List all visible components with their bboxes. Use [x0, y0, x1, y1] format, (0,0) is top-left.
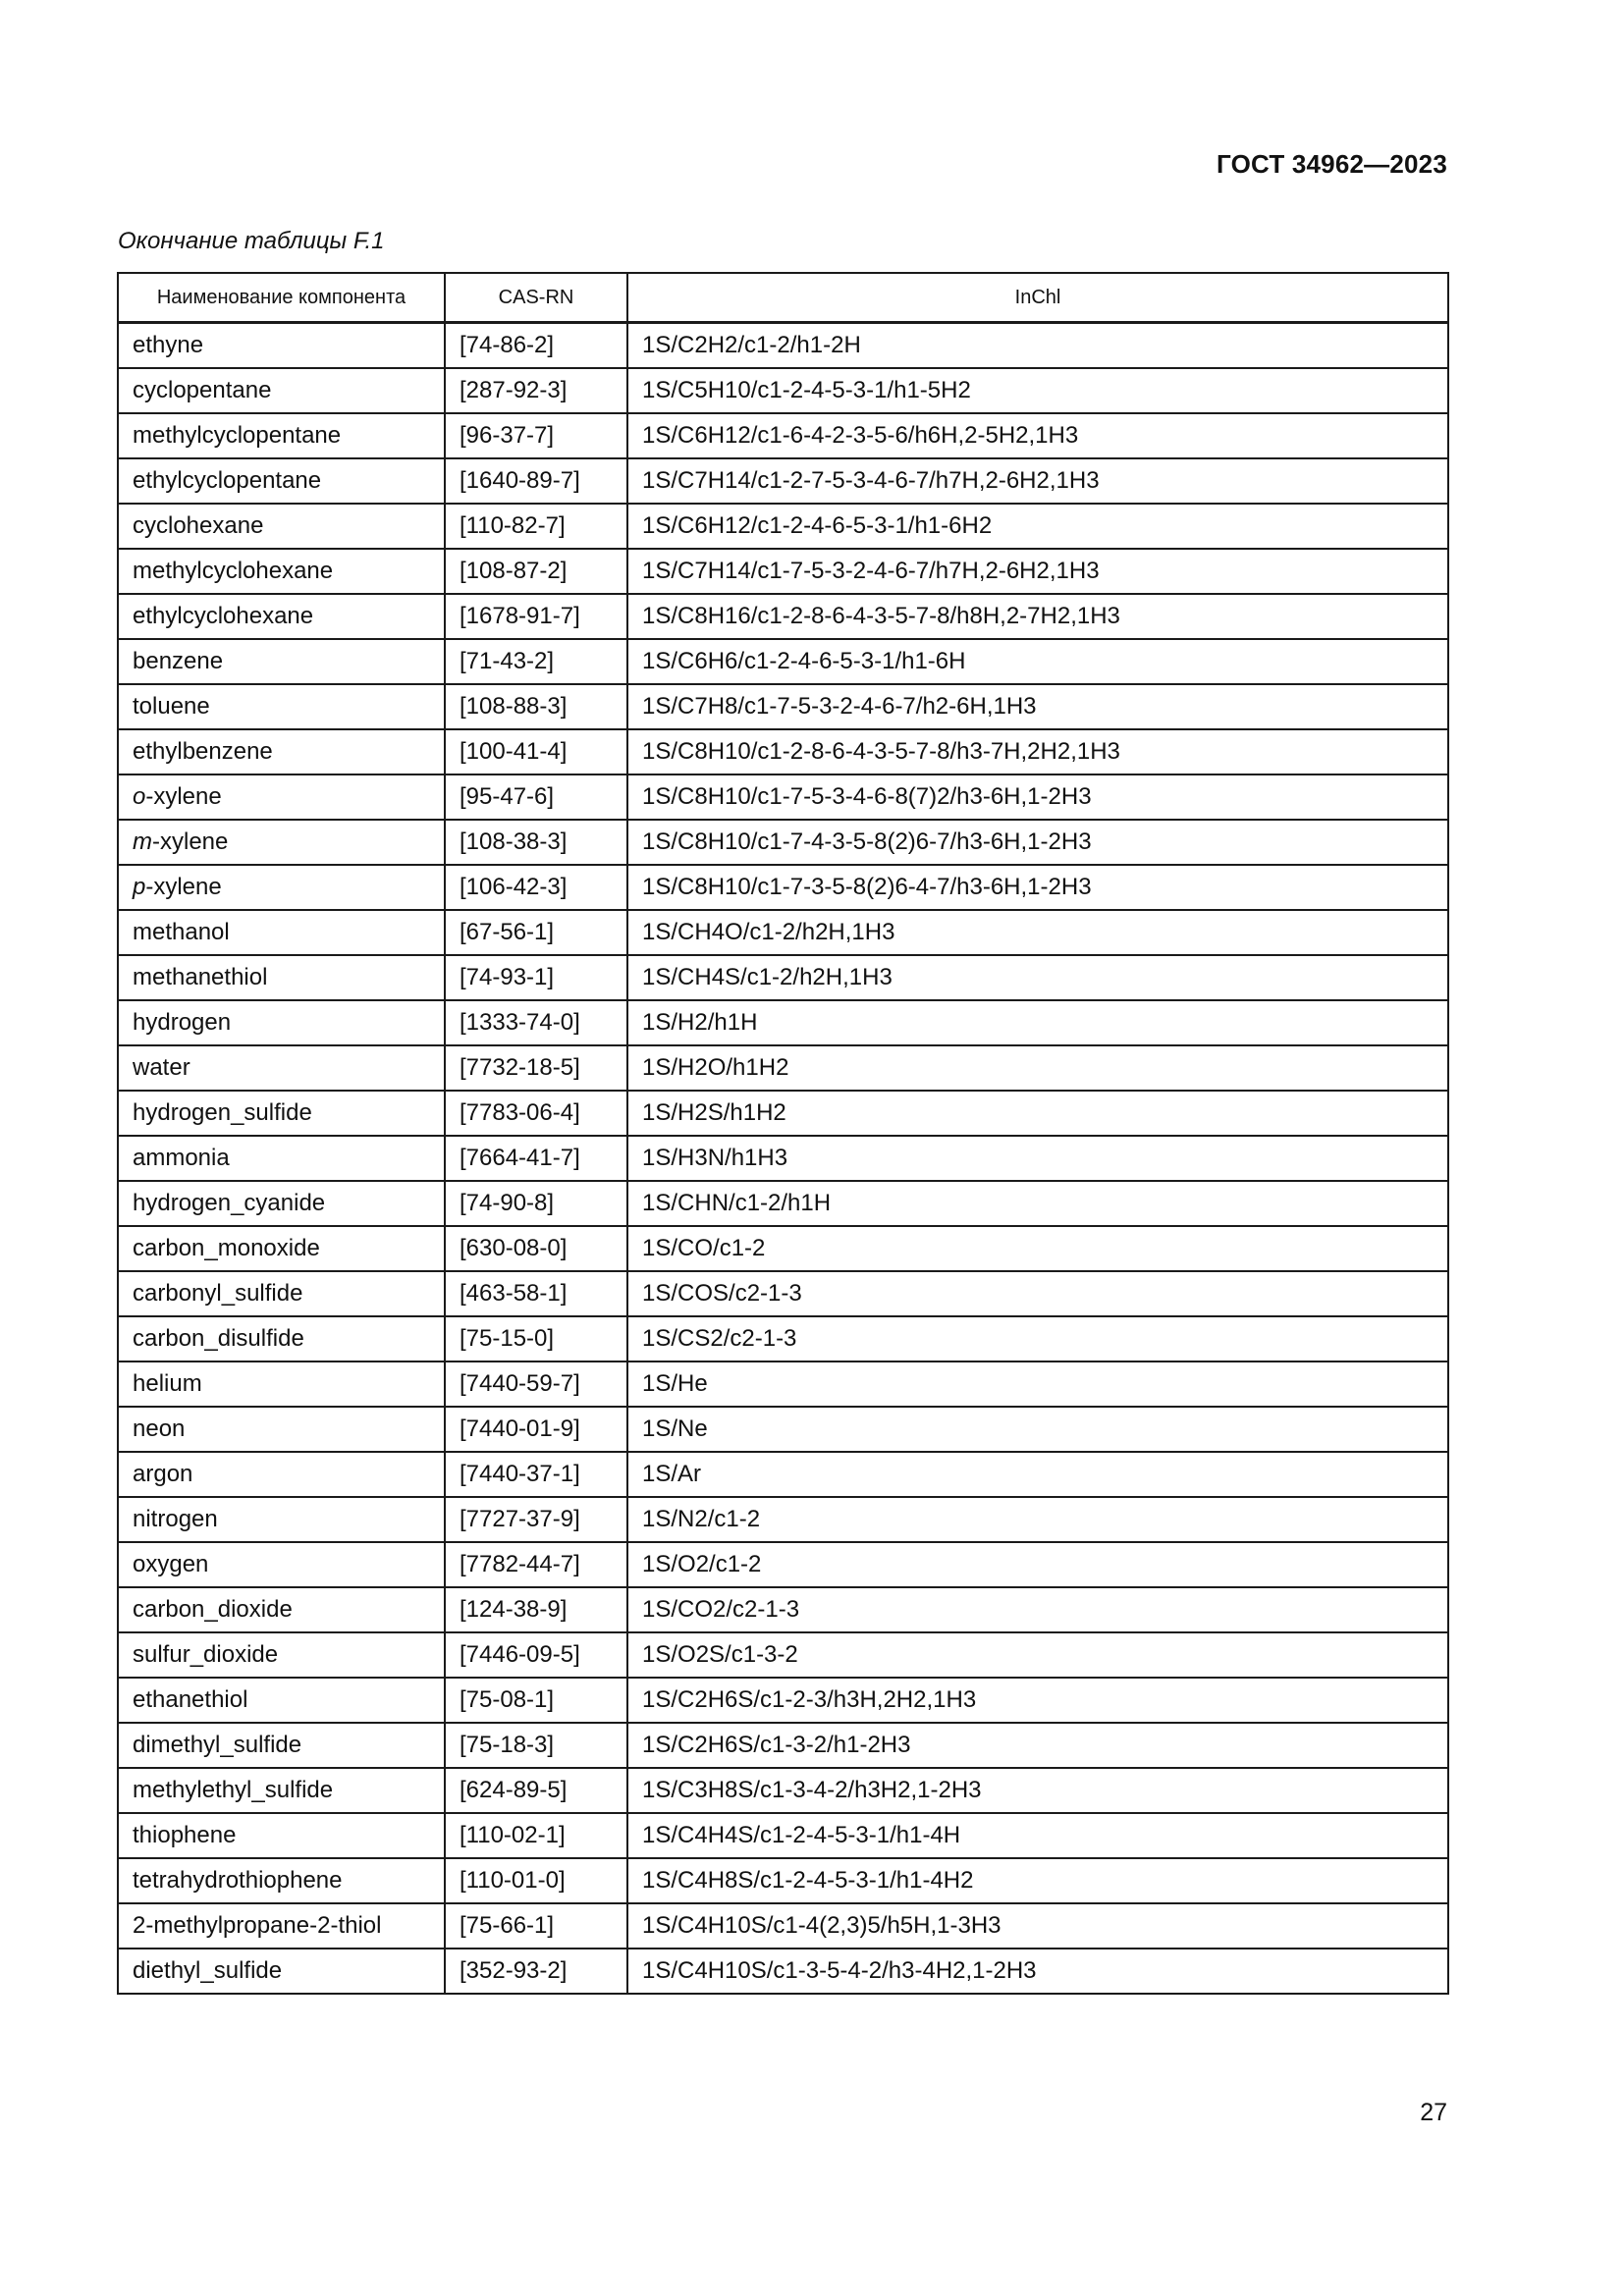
- table-row: [118, 1632, 1448, 1678]
- isomer-prefix: o: [133, 783, 146, 810]
- table-row: [118, 1452, 1448, 1497]
- cas-rn-cell: [100-41-4]: [445, 729, 627, 774]
- inchi-cell: 1S/CO/c1-2: [627, 1226, 1448, 1271]
- cas-rn-cell: [75-15-0]: [445, 1316, 627, 1362]
- inchi-cell: 1S/H3N/h1H3: [627, 1136, 1448, 1181]
- component-name-cell: [118, 1271, 445, 1316]
- component-name: helium: [133, 1370, 202, 1397]
- table-row: [118, 1858, 1448, 1903]
- table-row: [118, 413, 1448, 458]
- table-header-row: [118, 273, 1448, 323]
- isomer-prefix: m: [133, 828, 152, 855]
- component-name-cell: [118, 413, 445, 458]
- component-name-cell: [118, 1903, 445, 1949]
- table-row: [118, 1678, 1448, 1723]
- inchi-cell: 1S/H2S/h1H2: [627, 1091, 1448, 1136]
- component-name-cell: [118, 1181, 445, 1226]
- cas-rn-cell: [110-01-0]: [445, 1858, 627, 1903]
- cas-rn-cell: [106-42-3]: [445, 865, 627, 910]
- table-row: [118, 1723, 1448, 1768]
- table-row: [118, 1091, 1448, 1136]
- component-name-cell: [118, 368, 445, 413]
- cas-rn-cell: [7732-18-5]: [445, 1045, 627, 1091]
- table-row: [118, 1768, 1448, 1813]
- table-row: [118, 1000, 1448, 1045]
- cas-rn-cell: [630-08-0]: [445, 1226, 627, 1271]
- table-row: [118, 458, 1448, 504]
- component-name: dimethyl_sulfide: [133, 1732, 302, 1758]
- component-name-cell: [118, 1723, 445, 1768]
- inchi-cell: 1S/CO2/c2-1-3: [627, 1587, 1448, 1632]
- table-row: [118, 1497, 1448, 1542]
- cas-rn-cell: [74-93-1]: [445, 955, 627, 1000]
- component-name: benzene: [133, 648, 224, 674]
- cas-rn-cell: [75-66-1]: [445, 1903, 627, 1949]
- component-name-cell: [118, 1497, 445, 1542]
- cas-rn-cell: [1640-89-7]: [445, 458, 627, 504]
- component-name-cell: [118, 504, 445, 549]
- component-name-cell: [118, 1452, 445, 1497]
- inchi-cell: 1S/C8H16/c1-2-8-6-4-3-5-7-8/h8H,2-7H2,1H3: [627, 594, 1448, 639]
- isomer-prefix: p: [133, 874, 146, 900]
- component-name-cell: [118, 910, 445, 955]
- table-row: [118, 594, 1448, 639]
- cas-rn-cell: [75-18-3]: [445, 1723, 627, 1768]
- table-row: [118, 1362, 1448, 1407]
- table-row: [118, 1407, 1448, 1452]
- inchi-cell: 1S/C7H14/c1-7-5-3-2-4-6-7/h7H,2-6H2,1H3: [627, 549, 1448, 594]
- cas-rn-cell: [7664-41-7]: [445, 1136, 627, 1181]
- table-row: [118, 504, 1448, 549]
- table-row: [118, 820, 1448, 865]
- component-name-cell: [118, 865, 445, 910]
- component-name-cell: [118, 1000, 445, 1045]
- component-name-cell: [118, 820, 445, 865]
- column-header-cas-rn: CAS-RN: [445, 273, 627, 323]
- component-name: cyclopentane: [133, 377, 272, 403]
- table-row: [118, 1045, 1448, 1091]
- table-row: [118, 639, 1448, 684]
- component-name-cell: [118, 684, 445, 729]
- component-name: hydrogen_sulfide: [133, 1099, 312, 1126]
- component-name: ethyne: [133, 332, 204, 358]
- cas-rn-cell: [7446-09-5]: [445, 1632, 627, 1678]
- component-name: methanethiol: [133, 964, 268, 990]
- table-row: [118, 774, 1448, 820]
- inchi-cell: 1S/C6H12/c1-6-4-2-3-5-6/h6H,2-5H2,1H3: [627, 413, 1448, 458]
- inchi-cell: 1S/Ne: [627, 1407, 1448, 1452]
- component-name: methylethyl_sulfide: [133, 1777, 334, 1803]
- cas-rn-cell: [74-90-8]: [445, 1181, 627, 1226]
- component-name-cell: [118, 1362, 445, 1407]
- component-name-cell: [118, 1768, 445, 1813]
- table-row: [118, 955, 1448, 1000]
- component-name-cell: [118, 1858, 445, 1903]
- cas-rn-cell: [287-92-3]: [445, 368, 627, 413]
- component-name: nitrogen: [133, 1506, 218, 1532]
- component-name-cell: [118, 1316, 445, 1362]
- inchi-cell: 1S/C2H2/c1-2/h1-2H: [627, 323, 1448, 369]
- inchi-cell: 1S/CH4S/c1-2/h2H,1H3: [627, 955, 1448, 1000]
- cas-rn-cell: [110-82-7]: [445, 504, 627, 549]
- inchi-cell: 1S/H2O/h1H2: [627, 1045, 1448, 1091]
- cas-rn-cell: [624-89-5]: [445, 1768, 627, 1813]
- table-row: [118, 549, 1448, 594]
- cas-rn-cell: [7440-59-7]: [445, 1362, 627, 1407]
- table-row: [118, 1542, 1448, 1587]
- table-row: [118, 865, 1448, 910]
- cas-rn-cell: [96-37-7]: [445, 413, 627, 458]
- table-row: [118, 1949, 1448, 1994]
- component-name-cell: [118, 639, 445, 684]
- component-name: neon: [133, 1415, 186, 1442]
- cas-rn-cell: [108-87-2]: [445, 549, 627, 594]
- column-header-inchi: InChl: [627, 273, 1448, 323]
- cas-rn-cell: [7440-01-9]: [445, 1407, 627, 1452]
- cas-rn-cell: [108-88-3]: [445, 684, 627, 729]
- component-name-cell: [118, 1407, 445, 1452]
- table-row: [118, 1136, 1448, 1181]
- inchi-cell: 1S/C7H14/c1-2-7-5-3-4-6-7/h7H,2-6H2,1H3: [627, 458, 1448, 504]
- component-name-cell: [118, 955, 445, 1000]
- column-header-component-name: Наименование компонента: [118, 273, 445, 323]
- inchi-cell: 1S/C8H10/c1-2-8-6-4-3-5-7-8/h3-7H,2H2,1H3: [627, 729, 1448, 774]
- table-row: [118, 1813, 1448, 1858]
- component-name: methylcyclopentane: [133, 422, 342, 449]
- component-name-cell: [118, 729, 445, 774]
- inchi-cell: 1S/C6H6/c1-2-4-6-5-3-1/h1-6H: [627, 639, 1448, 684]
- inchi-cell: 1S/C5H10/c1-2-4-5-3-1/h1-5H2: [627, 368, 1448, 413]
- cas-rn-cell: [7783-06-4]: [445, 1091, 627, 1136]
- table-row: [118, 1271, 1448, 1316]
- inchi-cell: 1S/C3H8S/c1-3-4-2/h3H2,1-2H3: [627, 1768, 1448, 1813]
- component-name: ethylcyclopentane: [133, 467, 322, 494]
- page-number: 27: [1420, 2099, 1447, 2126]
- component-name-cell: [118, 1632, 445, 1678]
- table-row: [118, 368, 1448, 413]
- component-name-cell: [118, 549, 445, 594]
- component-name-cell: [118, 1542, 445, 1587]
- table-row: [118, 323, 1448, 369]
- component-name-cell: [118, 1587, 445, 1632]
- inchi-cell: 1S/C4H4S/c1-2-4-5-3-1/h1-4H: [627, 1813, 1448, 1858]
- component-name-cell: [118, 1136, 445, 1181]
- inchi-cell: 1S/Ar: [627, 1452, 1448, 1497]
- component-name: methylcyclohexane: [133, 558, 334, 584]
- component-name-cell: [118, 1091, 445, 1136]
- component-name: sulfur_dioxide: [133, 1641, 279, 1668]
- standard-identifier: ГОСТ 34962—2023: [1217, 149, 1447, 179]
- component-name-cell: [118, 1813, 445, 1858]
- cas-rn-cell: [463-58-1]: [445, 1271, 627, 1316]
- table-row: [118, 1226, 1448, 1271]
- inchi-cell: 1S/He: [627, 1362, 1448, 1407]
- component-name: hydrogen: [133, 1009, 232, 1036]
- table-row: [118, 1316, 1448, 1362]
- table-row: [118, 910, 1448, 955]
- inchi-cell: 1S/C8H10/c1-7-4-3-5-8(2)6-7/h3-6H,1-2H3: [627, 820, 1448, 865]
- table-row: [118, 1181, 1448, 1226]
- table-row: [118, 1587, 1448, 1632]
- component-name: thiophene: [133, 1822, 237, 1848]
- component-name: -xylene: [145, 783, 222, 810]
- component-name: carbon_disulfide: [133, 1325, 304, 1352]
- component-name: tetrahydrothiophene: [133, 1867, 343, 1894]
- component-name-cell: [118, 594, 445, 639]
- inchi-cell: 1S/O2/c1-2: [627, 1542, 1448, 1587]
- cas-rn-cell: [124-38-9]: [445, 1587, 627, 1632]
- component-name: carbon_dioxide: [133, 1596, 293, 1623]
- component-name: water: [133, 1054, 190, 1081]
- table-row: [118, 1903, 1448, 1949]
- inchi-cell: 1S/H2/h1H: [627, 1000, 1448, 1045]
- cas-rn-cell: [71-43-2]: [445, 639, 627, 684]
- cas-rn-cell: [108-38-3]: [445, 820, 627, 865]
- component-name: carbonyl_sulfide: [133, 1280, 303, 1307]
- inchi-cell: 1S/C4H8S/c1-2-4-5-3-1/h1-4H2: [627, 1858, 1448, 1903]
- table-row: [118, 684, 1448, 729]
- cas-rn-cell: [75-08-1]: [445, 1678, 627, 1723]
- component-name: ethanethiol: [133, 1686, 248, 1713]
- table-row: [118, 729, 1448, 774]
- cas-rn-cell: [95-47-6]: [445, 774, 627, 820]
- inchi-cell: 1S/C8H10/c1-7-3-5-8(2)6-4-7/h3-6H,1-2H3: [627, 865, 1448, 910]
- component-name-cell: [118, 323, 445, 369]
- cas-rn-cell: [1333-74-0]: [445, 1000, 627, 1045]
- component-name-cell: [118, 1949, 445, 1994]
- component-name-cell: [118, 1045, 445, 1091]
- component-name: diethyl_sulfide: [133, 1957, 283, 1984]
- component-name: hydrogen_cyanide: [133, 1190, 326, 1216]
- component-name: carbon_monoxide: [133, 1235, 320, 1261]
- component-name: methanol: [133, 919, 230, 945]
- table-body: [118, 323, 1448, 1995]
- inchi-cell: 1S/CS2/c2-1-3: [627, 1316, 1448, 1362]
- table-caption: Окончание таблицы F.1: [118, 228, 385, 254]
- inchi-cell: 1S/CHN/c1-2/h1H: [627, 1181, 1448, 1226]
- component-name: ammonia: [133, 1145, 230, 1171]
- cas-rn-cell: [352-93-2]: [445, 1949, 627, 1994]
- cas-rn-cell: [7440-37-1]: [445, 1452, 627, 1497]
- inchi-cell: 1S/C4H10S/c1-4(2,3)5/h5H,1-3H3: [627, 1903, 1448, 1949]
- inchi-cell: 1S/O2S/c1-3-2: [627, 1632, 1448, 1678]
- cas-rn-cell: [110-02-1]: [445, 1813, 627, 1858]
- component-name: -xylene: [152, 828, 229, 855]
- inchi-cell: 1S/COS/c2-1-3: [627, 1271, 1448, 1316]
- cas-rn-cell: [67-56-1]: [445, 910, 627, 955]
- cas-rn-cell: [7727-37-9]: [445, 1497, 627, 1542]
- component-name: argon: [133, 1461, 193, 1487]
- cas-rn-cell: [7782-44-7]: [445, 1542, 627, 1587]
- component-name: ethylbenzene: [133, 738, 273, 765]
- cas-rn-cell: [74-86-2]: [445, 323, 627, 369]
- inchi-cell: 1S/C2H6S/c1-3-2/h1-2H3: [627, 1723, 1448, 1768]
- component-name-cell: [118, 1678, 445, 1723]
- component-name: oxygen: [133, 1551, 209, 1577]
- components-table: [117, 272, 1449, 1995]
- component-name: toluene: [133, 693, 210, 720]
- component-name: 2-methylpropane-2-thiol: [133, 1912, 382, 1939]
- component-name-cell: [118, 458, 445, 504]
- component-name-cell: [118, 1226, 445, 1271]
- inchi-cell: 1S/C6H12/c1-2-4-6-5-3-1/h1-6H2: [627, 504, 1448, 549]
- component-name: ethylcyclohexane: [133, 603, 314, 629]
- inchi-cell: 1S/N2/c1-2: [627, 1497, 1448, 1542]
- inchi-cell: 1S/C4H10S/c1-3-5-4-2/h3-4H2,1-2H3: [627, 1949, 1448, 1994]
- inchi-cell: 1S/C8H10/c1-7-5-3-4-6-8(7)2/h3-6H,1-2H3: [627, 774, 1448, 820]
- inchi-cell: 1S/CH4O/c1-2/h2H,1H3: [627, 910, 1448, 955]
- inchi-cell: 1S/C2H6S/c1-2-3/h3H,2H2,1H3: [627, 1678, 1448, 1723]
- component-name: -xylene: [145, 874, 222, 900]
- cas-rn-cell: [1678-91-7]: [445, 594, 627, 639]
- inchi-cell: 1S/C7H8/c1-7-5-3-2-4-6-7/h2-6H,1H3: [627, 684, 1448, 729]
- component-name: cyclohexane: [133, 512, 264, 539]
- component-name-cell: [118, 774, 445, 820]
